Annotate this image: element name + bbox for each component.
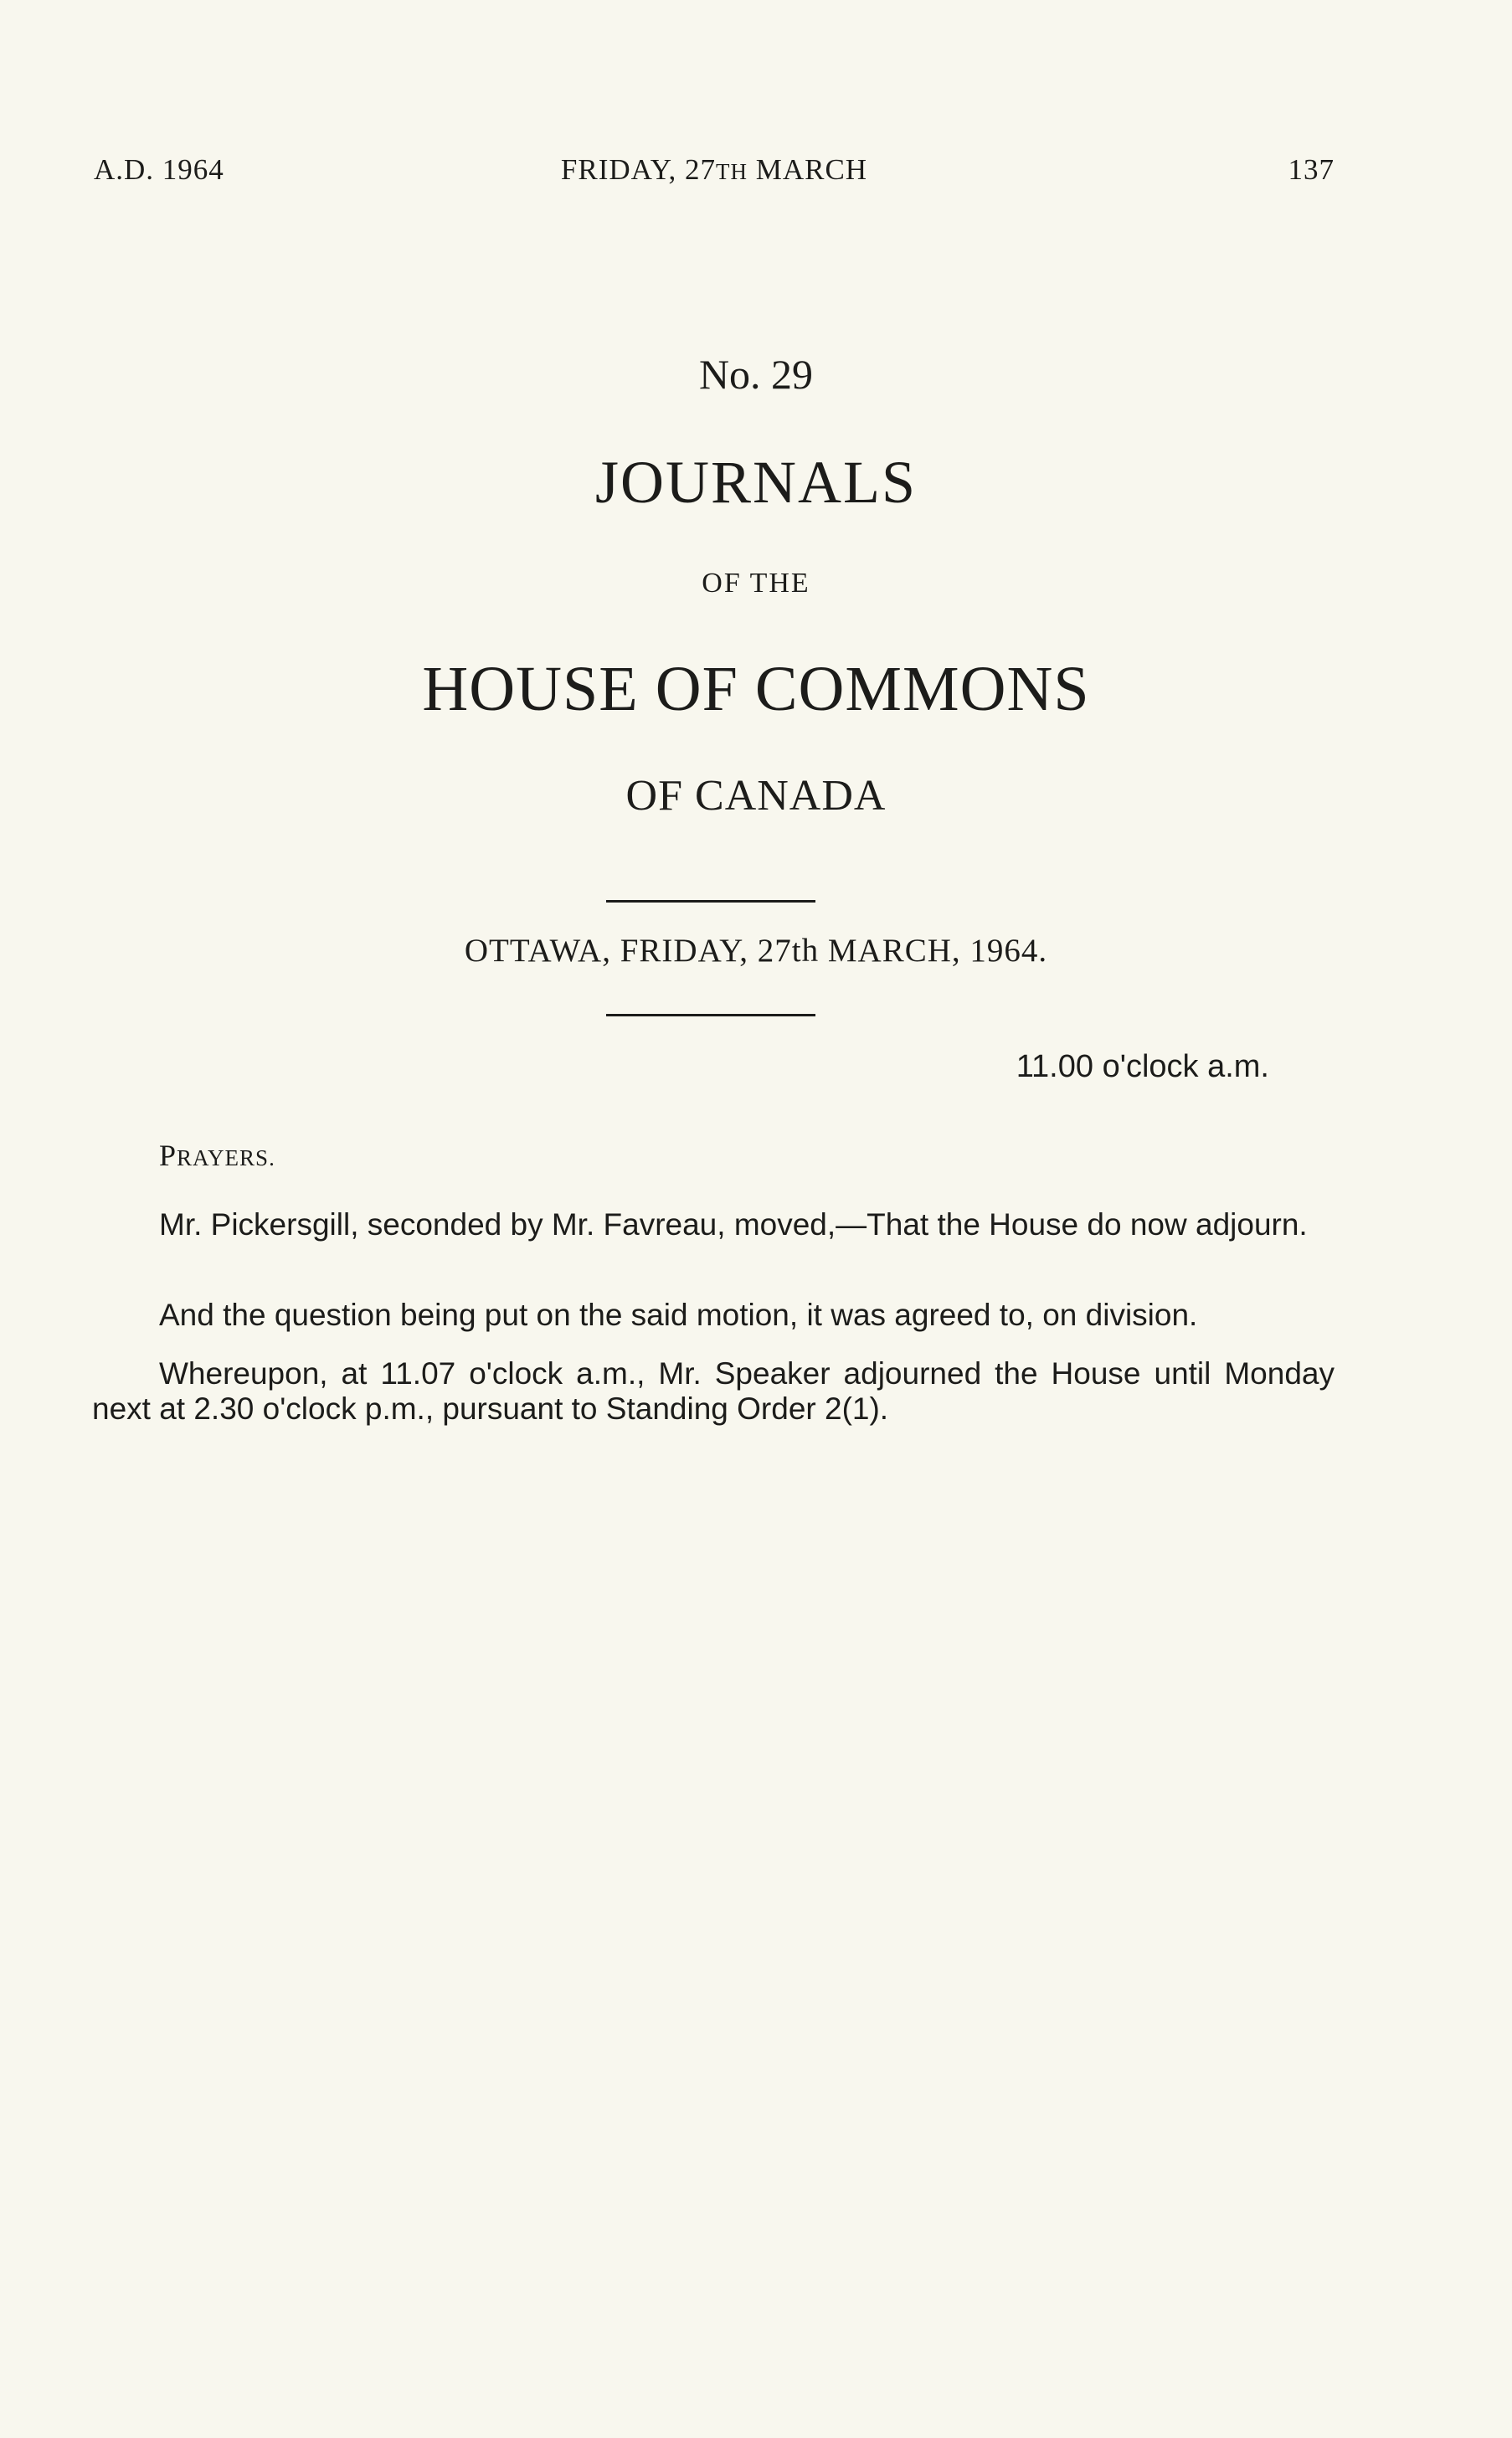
prayers-initial: P — [159, 1139, 177, 1172]
page-number: 137 — [1288, 153, 1335, 186]
of-canada-line: OF CANADA — [625, 772, 887, 820]
sitting-time: 11.00 o'clock a.m. — [1016, 1049, 1269, 1084]
paragraph-adjournment: Whereupon, at 11.07 o'clock a.m., Mr. Speaker adjourned the House until Monday next at 2.30 o'clock p.m., pursuant to Standing Order 2(1). — [92, 1356, 1335, 1426]
running-head — [94, 153, 1335, 195]
header-date — [94, 153, 1335, 187]
journal-number: No. 29 — [698, 351, 814, 398]
paragraph-question: And the question being put on the said motion, it was agreed to, on division. — [159, 1298, 1198, 1332]
prayers-rest: RAYERS. — [177, 1145, 275, 1170]
header-date-prefix: FRIDAY, 27 — [560, 153, 716, 186]
house-of-commons-title: HOUSE OF COMMONS — [422, 654, 1090, 724]
header-year: A.D. 1964 — [94, 153, 224, 186]
paragraph-motion: Mr. Pickersgill, seconded by Mr. Favreau, moved,—That the House do now adjourn. — [159, 1207, 1308, 1242]
divider-rule-bottom — [606, 1014, 815, 1016]
sitting-date-line: OTTAWA, FRIDAY, 27th MARCH, 1964. — [464, 933, 1048, 969]
journals-title: JOURNALS — [594, 449, 918, 516]
prayers-heading — [159, 1138, 275, 1173]
of-the-line: OF THE — [702, 568, 810, 599]
header-date-suffix-sc: TH — [715, 159, 748, 184]
divider-rule-top — [606, 900, 815, 903]
header-date-month: MARCH — [747, 153, 868, 186]
